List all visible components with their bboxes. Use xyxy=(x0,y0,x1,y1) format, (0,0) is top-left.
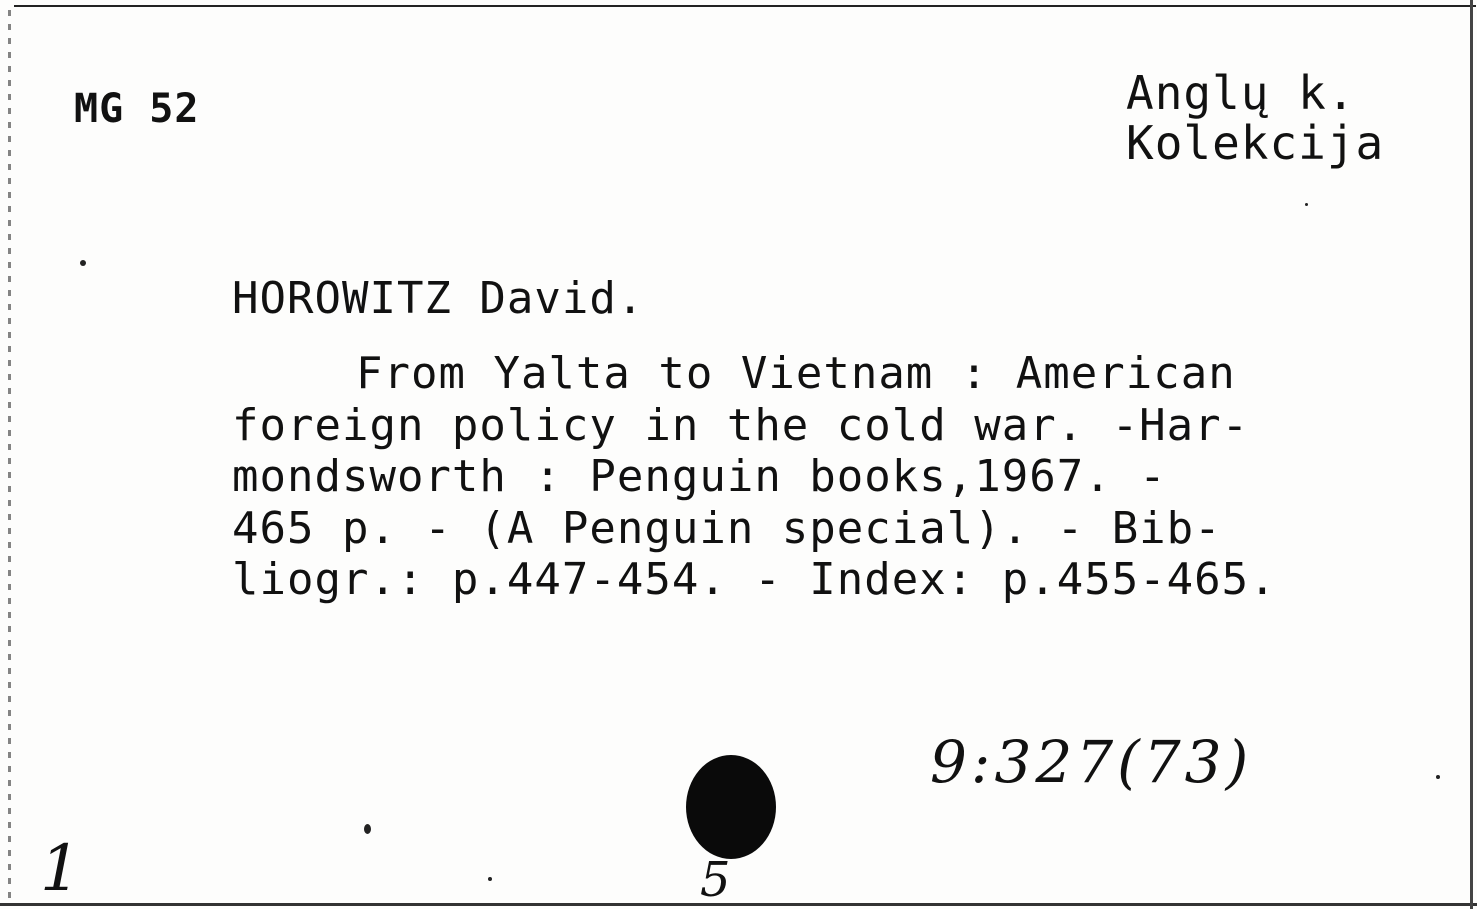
ink-speck xyxy=(80,260,86,266)
shelfmark: MG 52 xyxy=(74,86,200,132)
description-line: liogr.: p.447-454. - Index: p.455-465. xyxy=(232,554,1277,605)
description-line: foreign policy in the cold war. -Har- xyxy=(232,400,1250,451)
ink-speck xyxy=(1305,203,1308,206)
bottom-mark: 5 xyxy=(700,852,731,908)
ink-speck xyxy=(1436,775,1440,779)
description-line: 465 p. - (A Penguin special). - Bib- xyxy=(232,503,1222,554)
punch-hole xyxy=(686,755,776,859)
card-bottom-edge xyxy=(0,903,1477,906)
card-number: 1 xyxy=(40,832,81,906)
card-top-edge xyxy=(14,5,1476,7)
collection-language: Anglų k. xyxy=(1126,66,1356,120)
classification-mark: 9:327(73) xyxy=(930,728,1253,796)
author-heading: HOROWITZ David. xyxy=(232,273,645,324)
description-line: mondsworth : Penguin books,1967. - xyxy=(232,451,1167,502)
card-left-edge xyxy=(8,10,11,900)
description-line: From Yalta to Vietnam : American xyxy=(356,348,1236,399)
ink-speck xyxy=(364,824,371,834)
card-right-edge xyxy=(1470,0,1473,909)
collection-label: Kolekcija xyxy=(1126,116,1385,170)
ink-speck xyxy=(488,877,492,881)
